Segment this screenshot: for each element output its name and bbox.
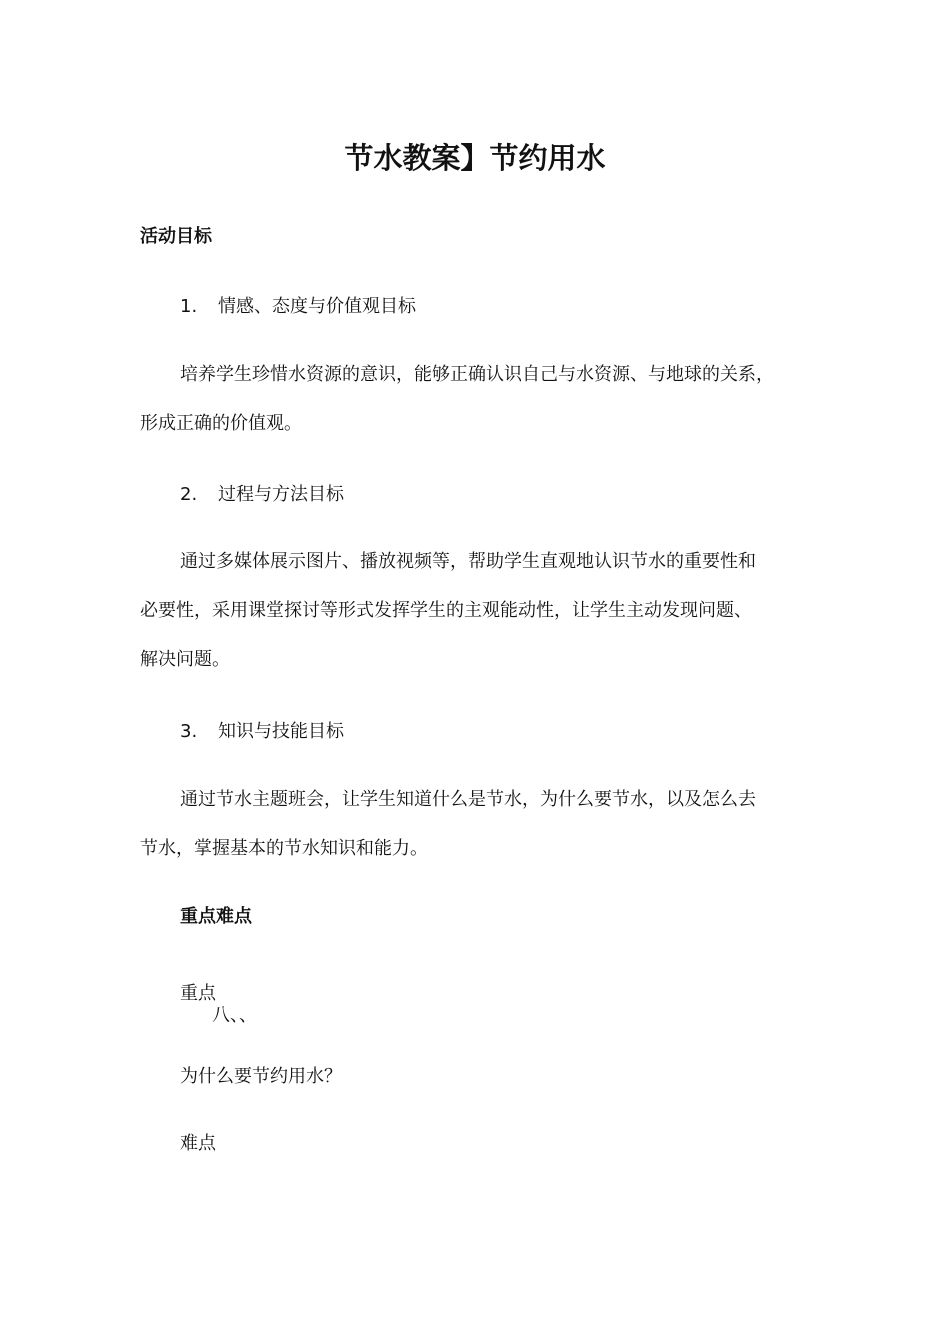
goal-heading-text-1: 情感、态度与价值观目标 bbox=[218, 296, 416, 317]
key-point-label: 重点 bbox=[180, 983, 216, 1004]
paragraph-line: 解决问题。 bbox=[140, 649, 230, 670]
paragraph-line: 通过多媒体展示图片、播放视频等，帮助学生直观地认识节水的重要性和 bbox=[180, 551, 756, 572]
key-point-text: 为什么要节约用水？ bbox=[180, 1066, 342, 1087]
key-point-stray-text: 八、、 bbox=[212, 1005, 257, 1026]
goal-number-1: 1. bbox=[180, 296, 198, 317]
document-title: 节水教案】节约用水 bbox=[344, 141, 606, 175]
paragraph-line: 培养学生珍惜水资源的意识，能够正确认识自己与水资源、与地球的关系， bbox=[180, 364, 774, 385]
goal-heading-1 bbox=[180, 294, 416, 320]
goal-paragraph-2 bbox=[140, 537, 812, 684]
paragraph-line: 节水，掌握基本的节水知识和能力。 bbox=[140, 838, 428, 859]
goal-heading-3 bbox=[180, 719, 344, 745]
difficulty-label: 难点 bbox=[180, 1133, 216, 1154]
paragraph-line: 形成正确的价值观。 bbox=[140, 413, 302, 434]
goal-heading-text-3: 知识与技能目标 bbox=[218, 721, 344, 742]
goal-paragraph-3 bbox=[140, 775, 812, 873]
goal-paragraph-1 bbox=[140, 350, 812, 448]
goal-number-2: 2. bbox=[180, 484, 198, 505]
goal-number-3: 3. bbox=[180, 721, 198, 742]
goal-heading-2 bbox=[180, 482, 344, 508]
paragraph-line: 通过节水主题班会，让学生知道什么是节水，为什么要节水，以及怎么去 bbox=[180, 789, 756, 810]
section-heading-goals: 活动目标 bbox=[140, 226, 212, 247]
section-heading-key-points: 重点难点 bbox=[180, 906, 252, 927]
paragraph-line: 必要性，采用课堂探讨等形式发挥学生的主观能动性，让学生主动发现问题、 bbox=[140, 600, 752, 621]
goal-heading-text-2: 过程与方法目标 bbox=[218, 484, 344, 505]
